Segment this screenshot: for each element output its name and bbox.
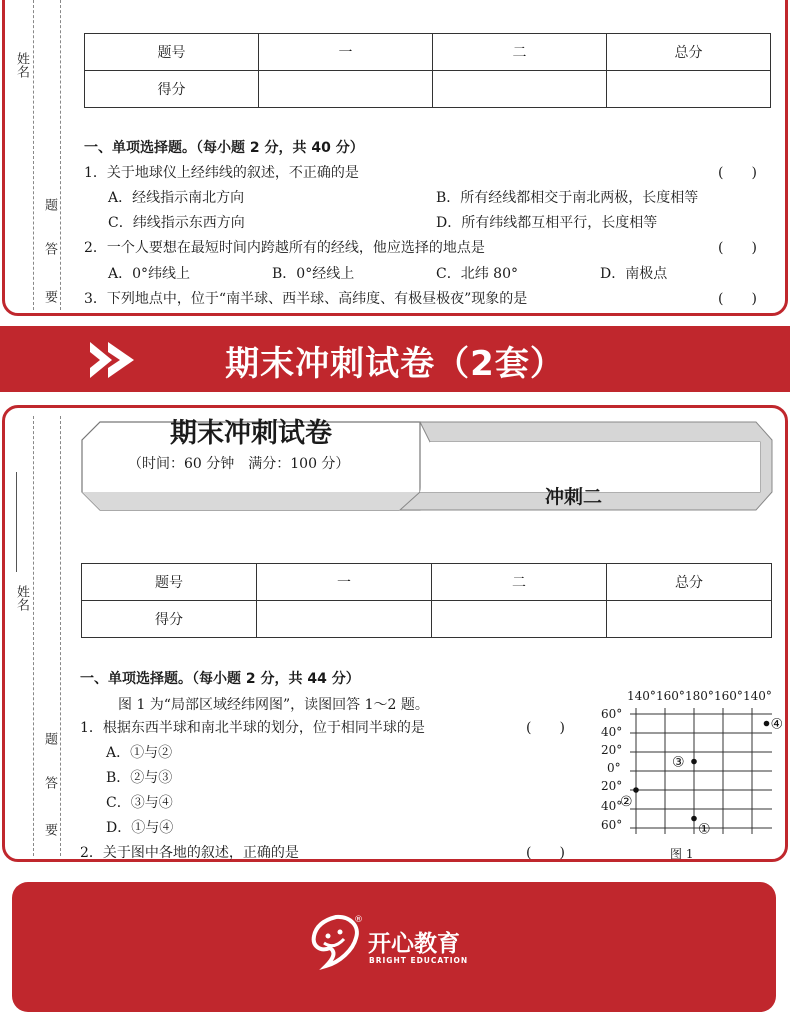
exam-info: （时间：60 分钟 满分：100 分）: [128, 456, 350, 472]
seal-char-da: 答: [42, 242, 57, 255]
map-point: [691, 816, 697, 822]
score-cell[interactable]: [433, 71, 607, 108]
score-row-label: 得分: [82, 601, 257, 638]
score-cell[interactable]: [259, 71, 433, 108]
question-stem: 2．关于图中各地的叙述，正确的是: [80, 845, 299, 861]
option: B．0°经线上: [272, 266, 355, 282]
binding-line: [60, 416, 61, 856]
option: A．0°纬线上: [108, 266, 191, 282]
option: D．所有纬线都互相平行，长度相等: [436, 215, 658, 231]
longitude-label: 160°: [714, 689, 743, 703]
answer-blank[interactable]: ( ): [718, 240, 757, 256]
binding-line: [60, 0, 61, 310]
longitude-label: 160°: [656, 689, 685, 703]
score-cell[interactable]: [607, 601, 772, 638]
map-point-label: ④: [770, 716, 784, 733]
option: A．经线指示南北方向: [108, 190, 245, 206]
seal-char-da: 答: [42, 776, 57, 789]
score-row-label: 得分: [85, 71, 259, 108]
title-banner: [0, 326, 790, 392]
svg-text:®: ®: [354, 915, 363, 925]
answer-blank[interactable]: ( ): [526, 845, 565, 861]
longitude-label: 180°: [685, 689, 714, 703]
score-cell[interactable]: [257, 601, 432, 638]
figure-intro: 图 1 为“局部区域经纬网图”，读图回答 1～2 题。: [118, 697, 429, 713]
question-stem: 1．根据东西半球和南北半球的划分，位于相同半球的是: [80, 720, 425, 736]
score-table: [81, 563, 772, 638]
question-stem: 2．一个人要想在最短时间内跨越所有的经线，他应选择的地点是: [84, 240, 485, 256]
name-label: 姓名: [14, 52, 29, 78]
map-point-label: ③: [672, 754, 685, 771]
binding-line: [33, 416, 34, 856]
option: B．②与③: [106, 770, 173, 786]
option: C．北纬 80°: [436, 266, 518, 282]
answer-blank[interactable]: ( ): [718, 291, 757, 307]
score-cell[interactable]: [432, 601, 607, 638]
seal-char-yao: 要: [42, 823, 57, 836]
map-point: [691, 759, 697, 765]
score-header: 一: [259, 34, 433, 71]
name-underline: [16, 472, 17, 572]
sprint-label: 冲刺二: [545, 486, 603, 508]
map-point: [764, 721, 770, 727]
score-header: 一: [257, 564, 432, 601]
exam-title: 期末冲刺试卷: [170, 418, 332, 449]
latitude-label: 20°: [601, 779, 623, 793]
answer-blank[interactable]: ( ): [526, 720, 565, 736]
option: A．①与②: [106, 745, 173, 761]
seal-char-yao: 要: [42, 290, 57, 303]
longitude-label: 140°: [627, 689, 656, 703]
score-header: 总分: [607, 34, 771, 71]
option: C．③与④: [106, 795, 173, 811]
option: D．①与④: [106, 820, 174, 836]
option: D．南极点: [600, 266, 668, 282]
score-cell[interactable]: [607, 71, 771, 108]
section-title: 一、单项选择题。（每小题 2 分，共 44 分）: [80, 671, 360, 687]
brand-name-en: BRIGHT EDUCATION: [369, 956, 469, 965]
latitude-label: 60°: [601, 818, 623, 832]
question-stem: 1．关于地球仪上经纬线的叙述，不正确的是: [84, 165, 359, 181]
figure-caption: 图 1: [670, 847, 694, 861]
score-table: [84, 33, 771, 108]
map-point-label: ①: [698, 821, 711, 838]
map-point: [633, 787, 639, 793]
name-label: 姓名: [14, 585, 29, 611]
score-header: 二: [432, 564, 607, 601]
option: B．所有经线都相交于南北两极，长度相等: [436, 190, 699, 206]
map-point-label: ②: [620, 794, 633, 810]
latitude-label: 40°: [601, 725, 623, 739]
longitude-label: 140°: [743, 689, 772, 703]
score-header: 题号: [85, 34, 259, 71]
score-header: 总分: [607, 564, 772, 601]
seal-char-ti: 题: [42, 732, 57, 745]
smiley-flame-logo-icon: [306, 912, 364, 970]
seal-char-ti: 题: [42, 198, 57, 211]
latitude-label: 20°: [601, 743, 623, 757]
brand-name: 开心教育: [368, 931, 460, 957]
banner-title: 期末冲刺试卷（2套）: [225, 344, 565, 384]
lat-long-grid: [620, 700, 784, 840]
latitude-label: 40°: [601, 799, 623, 813]
latitude-label: 60°: [601, 707, 623, 721]
section-title: 一、单项选择题。（每小题 2 分，共 40 分）: [84, 140, 364, 156]
answer-blank[interactable]: ( ): [718, 165, 757, 181]
question-stem: 3．下列地点中，位于“南半球、西半球、高纬度、有极昼极夜”现象的是: [84, 291, 528, 307]
latitude-label: 0°: [607, 761, 621, 775]
score-header: 二: [433, 34, 607, 71]
binding-line: [33, 0, 34, 310]
option: C．纬线指示东西方向: [108, 215, 245, 231]
score-header: 题号: [82, 564, 257, 601]
